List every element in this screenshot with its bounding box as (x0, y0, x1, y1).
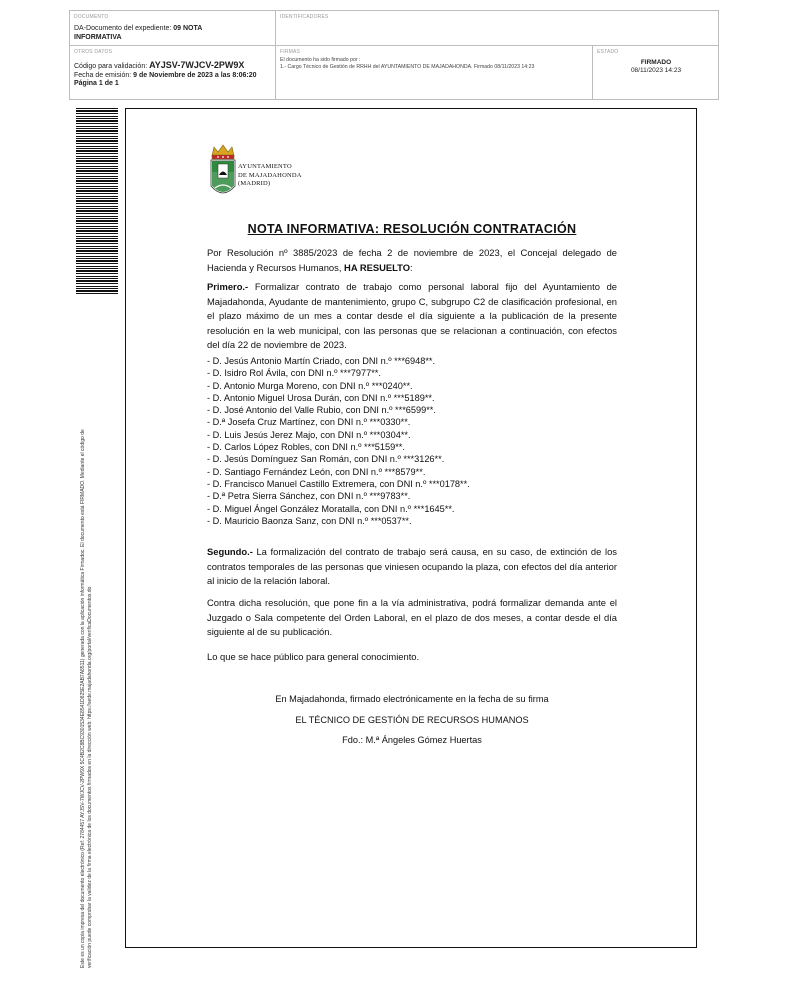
list-item: - D. Antonio Miguel Urosa Durán, con DNI n.º ***5189**. (207, 392, 435, 403)
documento-text: DA-Documento del expediente: (74, 25, 172, 32)
list-item: - D. Francisco Manuel Castillo Extremera, con DNI n.º ***0178**. (207, 478, 470, 489)
intro-text: Por Resolución nº 3885/2023 de fecha 2 de noviembre de 2023, el Concejal delegado de Hacienda y Recursos Humanos, (207, 247, 617, 273)
list-item: - D. Mauricio Baonza Sanz, con DNI n.º ***0537**. (207, 515, 412, 526)
document-header (69, 10, 719, 100)
estado-cell (593, 46, 719, 100)
segundo-paragraph (207, 545, 617, 589)
firmas-label: FIRMAS (280, 49, 301, 55)
logo-line: (MADRID) (238, 180, 271, 187)
list-item: - D. José Antonio del Valle Rubio, con DNI n.º ***6599**. (207, 405, 436, 416)
estado-date: 08/11/2023 14:23 (630, 67, 682, 74)
list-item: - D. Isidro Rol Ávila, con DNI n.º ***7977**. (207, 368, 381, 379)
page-number: Página 1 de 1 (74, 80, 119, 87)
verification-side-text (80, 300, 93, 968)
codigo-label: Código para validación: (74, 63, 148, 70)
side-text-line: Este es un copia impresa del documento electrónico (Ref: 2784457 AYJSV-7WJCV-2PW9X 5C4B2C8BC9301534E8541D825E2AB7A8511) generada con la aplicación informática Firmadoc. El documento está FIRMADO. Mediante el código de (80, 429, 86, 968)
firmas-line: El documento ha sido firmado por : (280, 57, 361, 63)
otros-datos-label: OTROS DATOS (74, 49, 113, 55)
people-list (207, 355, 617, 527)
list-item: - D.ª Josefa Cruz Martínez, con DNI n.º ***0330**. (207, 417, 411, 428)
fecha-emision-label: Fecha de emisión: (74, 71, 132, 79)
logo-line: AYUNTAMIENTO (238, 163, 292, 170)
list-item: - D. Jesús Antonio Martín Criado, con DNI n.º ***6948**. (207, 356, 436, 366)
documento-number: 09 NOTA (173, 25, 203, 32)
documento-cell (70, 11, 275, 45)
estado-label: ESTADO (597, 49, 619, 55)
primero-text: Formalizar contrato de trabajo como personal laboral fijo del Ayuntamiento de Majadahonda, Ayudante de mantenimiento, grupo C, subgrupo C2 de clasificación profesional, en el plazo máximo de un mes a contar desde el día siguiente a la publicación de la presente resolución en la web municipal, con las personas que se relacionan a continuación, con efectos del día 22 de noviembre de 2023. (207, 281, 617, 350)
fecha-emision: 9 de Noviembre de 2023 a las 8:06:20 (133, 71, 257, 79)
publico-paragraph: Lo que se hace público para general conocimiento. (207, 651, 420, 662)
primero-label: Primero.- (207, 281, 249, 292)
estado-status: FIRMADO (640, 59, 672, 66)
firmas-cell (276, 46, 592, 100)
intro-paragraph (207, 246, 617, 275)
documento-label: DOCUMENTO (74, 14, 109, 20)
signature-name: Fdo.: M.ª Ángeles Gómez Huertas (342, 735, 482, 745)
side-text-line: verificación puede comprobar la validez de la firma electrónica de los documentos firmados en la dirección web: https://sede.majadahonda.org/portal/verificaDocumentos.do (86, 586, 93, 968)
codigo-validacion[interactable]: AYJSV-7WJCV-2PW9X (149, 60, 245, 70)
documento-value (74, 24, 202, 42)
list-item: - D. Jesús Domínguez San Román, con DNI n.º ***3126**. (207, 454, 445, 465)
identificadores-cell (276, 11, 719, 45)
otros-datos-value (74, 61, 257, 89)
otros-datos-cell (70, 46, 275, 100)
segundo-label: Segundo.- (207, 546, 253, 557)
identificadores-label: IDENTIFICADORES (280, 14, 329, 20)
firmas-value (280, 57, 534, 71)
segundo-text: La formalización del contrato de trabajo será causa, en su caso, de extinción de los contratos temporales de las personas que viniesen ocupando la plaza, con efectos del día anterior al inicio de la relación laboral. (207, 546, 617, 586)
list-item: - D. Carlos López Robles, con DNI n.º ***5159**. (207, 442, 405, 453)
list-item: - D. Santiago Fernández León, con DNI n.º ***8579**. (207, 466, 426, 477)
list-item: - D.ª Petra Sierra Sánchez, con DNI n.º ***9783**. (207, 491, 411, 502)
list-item: - D. Antonio Murga Moreno, con DNI n.º ***0240**. (207, 380, 413, 391)
logo-line: DE MAJADAHONDA (238, 171, 302, 179)
logo-text (238, 163, 302, 189)
intro-end: : (410, 261, 413, 273)
estado-value (593, 59, 719, 75)
documento-type: INFORMATIVA (74, 34, 122, 41)
document-title: NOTA INFORMATIVA: RESOLUCIÓN CONTRATACIÓN (247, 222, 577, 236)
signature-role: EL TÉCNICO DE GESTIÓN DE RECURSOS HUMANOS (295, 715, 529, 725)
list-item: - D. Miguel Ángel González Moratalla, con DNI n.º ***1645**. (207, 503, 455, 514)
signature-place-date: En Majadahonda, firmado electrónicamente en la fecha de su firma (275, 694, 549, 704)
primero-paragraph (207, 280, 617, 353)
recurso-paragraph: Contra dicha resolución, que pone fin a la vía administrativa, podrá formalizar demanda ante el Juzgado o Sala competente del Orden Laboral, en el plazo de dos meses, a contar desde el día siguiente al de su publicación. (207, 597, 617, 637)
firmas-line: 1.- Cargo Técnico de Gestión de RRHH del AYUNTAMIENTO DE MAJADAHONDA. Firmado 08/11/2023 14:23 (280, 64, 535, 70)
barcode (76, 108, 118, 294)
coat-of-arms-icon (208, 142, 238, 204)
list-item: - D. Luis Jesús Jerez Majo, con DNI n.º ***0304**. (207, 429, 411, 440)
intro-bold: HA RESUELTO (344, 261, 411, 273)
